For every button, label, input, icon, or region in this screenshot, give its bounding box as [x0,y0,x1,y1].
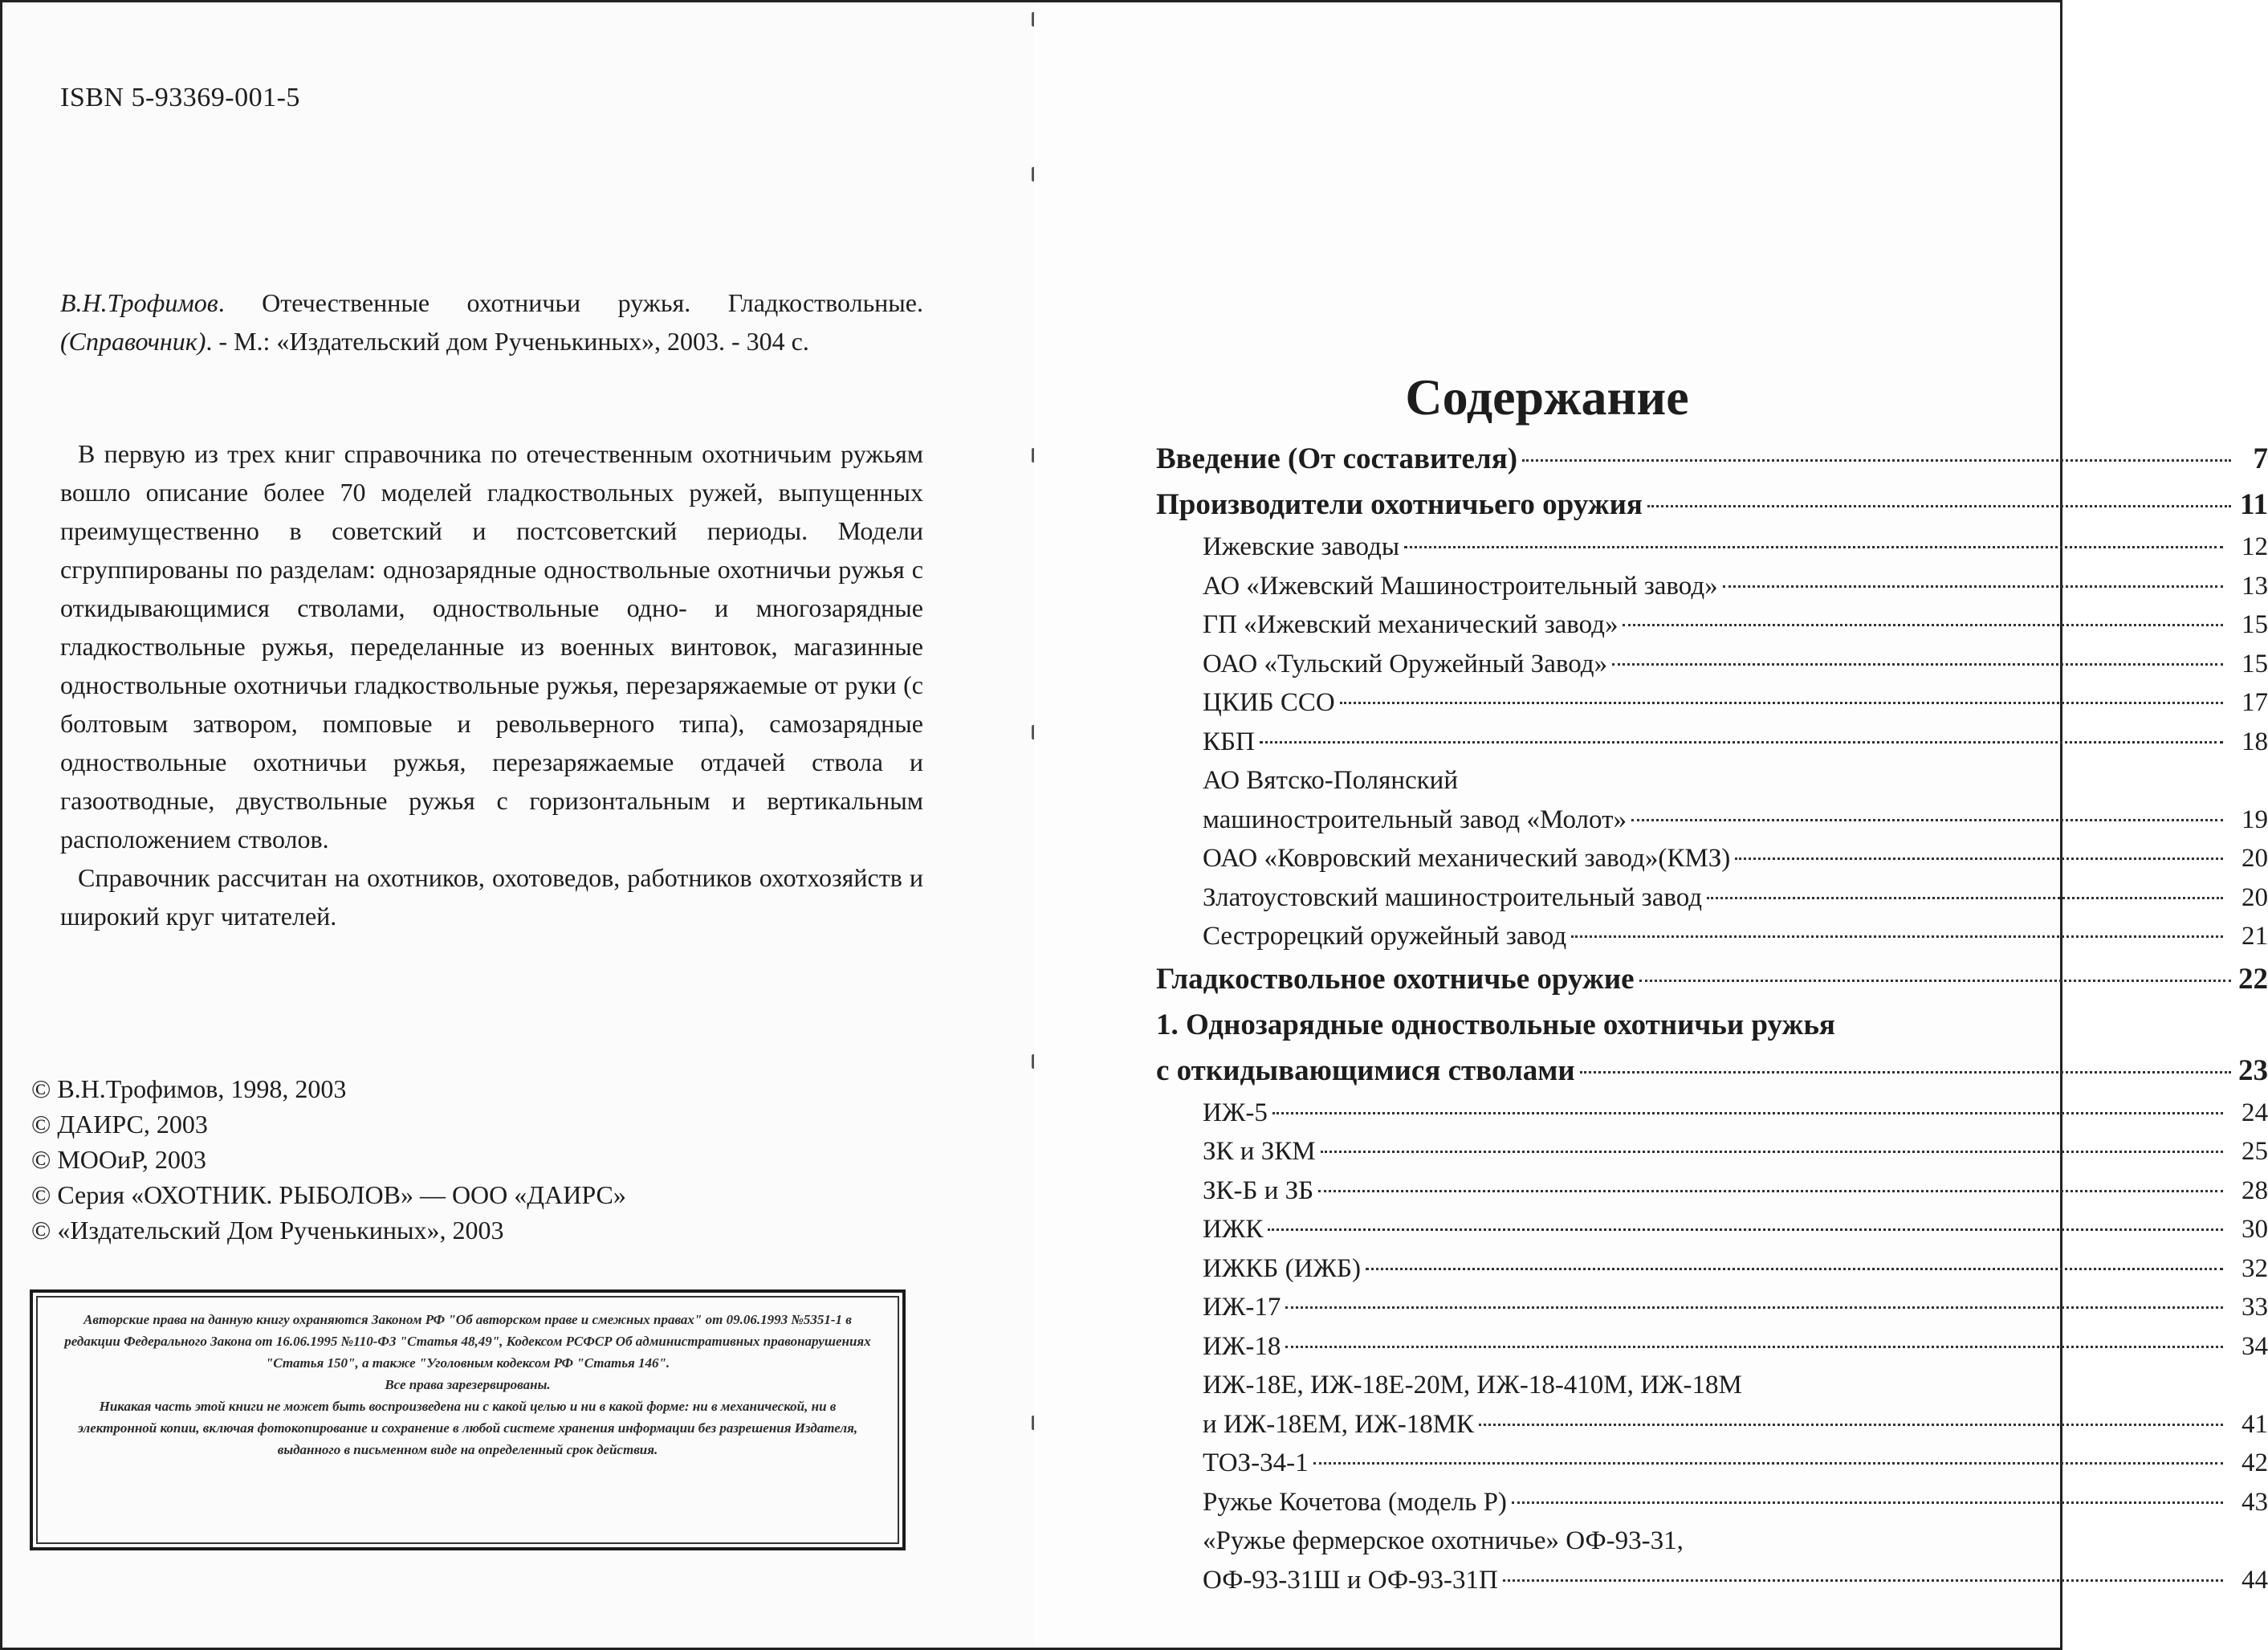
copyright-line: © «Издательский Дом Рученькиных», 2003 [31,1216,504,1245]
toc-entry [1156,605,2268,645]
toc-entry [1156,1444,2268,1483]
bib-title: . Отечественные охотничьи ружья. Гладкоствольные. [218,288,923,317]
leader-dots [1512,1501,2223,1504]
leader-dots [1313,1462,2223,1465]
toc-page-number: 15 [2242,649,2268,678]
leader-dots [1318,1190,2223,1192]
leader-dots [1268,1228,2223,1231]
toc-page-number: 11 [2240,488,2268,521]
toc-page-number: 7 [2253,442,2268,475]
toc-entry-label: ЗК и ЗКМ [1203,1137,1316,1166]
bib-genre: (Справочник) [60,327,206,356]
copyright-line: © ДАИРС, 2003 [31,1110,208,1139]
leader-dots [1404,546,2223,548]
legal-notice-text: Никакая часть этой книги не может быть воспроизведена ни с какой целью и ни в какой форме: ни в механической, ни в электронной копии, включая фотокопирование и сохранение в любой системе хранения информации без разрешения Издателя, выданного в письменном виде на определенный срок действия. [77,1399,858,1457]
toc-entry [1156,1405,2268,1444]
toc-entry-label: АО Вятско-Полянский [1203,766,1458,795]
toc-title: Содержание [1405,369,1689,426]
toc-page-number: 13 [2242,571,2268,601]
toc-entry [1156,1210,2268,1249]
toc-entry-label: Производители охотничьего оружия [1156,488,1643,521]
toc-entry-label: ИЖКБ (ИЖБ) [1203,1253,1361,1283]
toc-entry [1156,1288,2268,1327]
toc-page-number: 20 [2242,882,2268,912]
toc-entry [1156,956,2268,1002]
toc-page-number: 43 [2242,1487,2268,1517]
toc-entry-wrapped-line [1156,1366,2268,1405]
leader-dots [1285,1346,2223,1348]
annotation-paragraph: Справочник рассчитан на охотников, охотоведов, работников охотхозяйств и широкий круг читателей. [60,863,923,931]
toc-entry [1156,878,2268,918]
leader-dots [1639,980,2231,982]
leader-dots [1285,1306,2223,1309]
toc-page-number: 34 [2242,1331,2268,1361]
toc-entry [1156,1249,2268,1289]
toc-entry-label: ЦКИБ ССО [1203,688,1335,717]
toc-entry [1156,917,2268,956]
legal-notice-text: Все права зарезервированы. [385,1377,551,1392]
toc-entry-label: «Ружье фермерское охотничье» ОФ-93-31, [1203,1526,1684,1555]
toc-entry [1156,436,2268,482]
toc-entry-label: Гладкоствольное охотничье оружие [1156,962,1635,996]
annotation [60,434,923,935]
toc-entry [1156,1483,2268,1522]
bib-imprint: . - М.: «Издательский дом Рученькиных», 2003. - 304 с. [206,327,809,356]
toc-entry-label: ИЖ-5 [1203,1098,1268,1127]
leader-dots [1707,897,2223,899]
toc-entry [1156,723,2268,762]
toc-entry [1156,567,2268,606]
toc-page-number: 17 [2242,688,2268,717]
toc-page-number: 12 [2242,532,2268,561]
toc-page-number: 32 [2242,1253,2268,1283]
toc-entry [1156,683,2268,723]
toc-entry-wrapped-line [1156,1522,2268,1561]
toc-page-number: 33 [2242,1293,2268,1322]
leader-dots [1631,819,2223,821]
toc-entry-label: Сестрорецкий оружейный завод [1203,922,1567,951]
toc-page-number: 44 [2242,1565,2268,1595]
toc-entry-label: с откидывающимися стволами [1156,1053,1575,1087]
copyright-line: © МООиР, 2003 [31,1145,206,1174]
toc-entry [1156,1327,2268,1367]
toc-page-number: 24 [2242,1098,2268,1127]
bibliographic-record [60,283,923,361]
leader-dots [1340,702,2223,704]
toc-entry [1156,528,2268,567]
toc-page-number: 21 [2242,922,2268,951]
toc-entry-label: ОФ-93-31Ш и ОФ-93-31П [1203,1565,1498,1595]
toc-entry-label: Златоустовский машиностроительный завод [1203,882,1703,912]
toc-entry-label: ОАО «Ковровский механический завод»(КМЗ) [1203,844,1731,873]
legal-notice-inner [36,1296,899,1544]
toc-entry [1156,839,2268,878]
toc-entry [1156,1048,2268,1094]
toc-page-number: 41 [2242,1409,2268,1439]
toc-page-number: 20 [2242,844,2268,873]
copyright-line: © В.Н.Трофимов, 1998, 2003 [31,1074,347,1103]
toc-page-number: 19 [2242,805,2268,834]
toc-entry-label: 1. Однозарядные одноствольные охотничьи ружья [1156,1008,1835,1041]
left-page [2,2,1034,1648]
leader-dots [1647,505,2231,507]
toc-entry [1156,1171,2268,1211]
toc-entry-label: ЗК-Б и ЗБ [1203,1175,1314,1205]
copyright-line: © Серия «ОХОТНИК. РЫБОЛОВ» — ООО «ДАИРС» [31,1180,626,1209]
toc-page-number: 30 [2242,1215,2268,1244]
leader-dots [1723,585,2223,588]
toc-entry-label: КБП [1203,727,1255,756]
annotation-paragraph: В первую из трех книг справочника по отечественным охотничьим ружьям вошло описание более 70 моделей гладкоствольных ружей, выпущенных преимущественно в советский и постсоветский периоды. Модели сгруппированы по разделам: однозарядные одноствольные охотничьи ружья с откидывающимися стволами, одноствольные одно- и многозарядные гладкоствольные ружья, переделанные из военных винтовок, магазинные одноствольные охотничьи гладкоствольные ружья, перезаряжаемые от руки (с болтовым затвором, помповые и револьверного типа), самозарядные одноствольные охотничьи ружья, перезаряжаемые отдачей ствола и газоотводные, двуствольные ружья с горизонтальным и вертикальным расположением стволов. [60,439,923,854]
leader-dots [1321,1151,2223,1153]
table-of-contents [1156,436,2268,1599]
leader-dots [1522,459,2231,462]
toc-page-number: 25 [2242,1137,2268,1166]
toc-page-number: 28 [2242,1175,2268,1205]
toc-entry-label: ИЖ-18Е, ИЖ-18Е-20М, ИЖ-18-410М, ИЖ-18М [1203,1371,1742,1399]
toc-entry [1156,1132,2268,1171]
toc-entry-wrapped-line [1156,761,2268,801]
leader-dots [1735,858,2223,860]
toc-entry-label: ИЖ-17 [1203,1293,1281,1322]
toc-entry-label: машиностроительный завод «Молот» [1203,805,1627,834]
toc-page-number: 15 [2242,610,2268,639]
toc-entry-label: ГП «Ижевский механический завод» [1203,610,1619,639]
right-page [1034,2,2268,1648]
toc-entry [1156,645,2268,684]
leader-dots [1623,624,2223,626]
toc-page-number: 42 [2242,1448,2268,1477]
toc-entry [1156,1094,2268,1133]
toc-entry-label: и ИЖ-18ЕМ, ИЖ-18МК [1203,1409,1475,1439]
toc-entry-label: Ружье Кочетова (модель Р) [1203,1487,1507,1517]
toc-entry-label: ОАО «Тульский Оружейный Завод» [1203,649,1608,678]
leader-dots [1580,1071,2231,1074]
toc-entry [1156,1561,2268,1600]
toc-entry-label: Ижевские заводы [1203,532,1400,561]
toc-entry-label: ТОЗ-34-1 [1203,1448,1309,1477]
isbn: ISBN 5-93369-001-5 [60,83,300,112]
toc-entry [1156,482,2268,528]
toc-page-number: 22 [2238,962,2268,996]
toc-entry-label: Введение (От составителя) [1156,442,1518,475]
bib-author: В.Н.Трофимов [60,288,218,317]
leader-dots [1571,935,2223,938]
toc-entry-label: ИЖ-18 [1203,1331,1281,1361]
toc-page-number: 23 [2238,1053,2268,1087]
leader-dots [1479,1424,2223,1426]
leader-dots [1503,1579,2223,1582]
leader-dots [1260,741,2223,744]
toc-page-number: 18 [2242,727,2268,756]
toc-entry-label: АО «Ижевский Машиностроительный завод» [1203,571,1718,601]
legal-notice-box [30,1289,906,1550]
legal-notice-text: Авторские права на данную книгу охраняются Законом РФ "Об авторском праве и смежных правах" от 09.06.1993 №5351-1 в редакции Федерального Закона от 16.06.1995 №110-ФЗ "Статья 48,49", Кодексом РСФСР Об административных правонарушениях "Статья 150", а также "Уголовным кодексом РФ "Статья 146". [64,1312,871,1371]
copyright-list [31,1071,626,1248]
toc-entry-label: ИЖК [1203,1215,1264,1244]
leader-dots [1366,1268,2223,1270]
leader-dots [1612,663,2223,666]
leader-dots [1272,1112,2223,1114]
toc-entry [1156,801,2268,840]
toc-entry-wrapped-line [1156,1002,2268,1048]
